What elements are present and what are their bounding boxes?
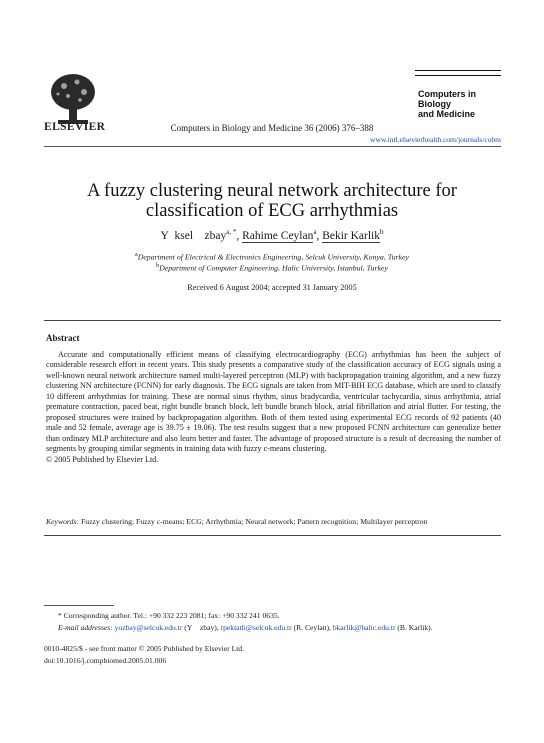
author-2-mark: a <box>313 228 317 236</box>
affiliation-a <box>0 252 544 262</box>
abstract-text: Accurate and computationally efficient means of classifying electrocardiography (ECG) arrhythmias has been the subject of considerable research effort in recent years. This study presents a comparative study of the classification accuracy of ECG signals using a well-known neural network architecture named multi-layered perceptron (MLP) with backpropagation training algorithm, and a new fuzzy clustering NN architecture (FCNN) for early diagnosis. The ECG signals are taken from MIT-BIH ECG database, which are used to classify 10 different arrhythmias for training. These are normal sinus rhythm, sinus bradycardia, ventricular tachycardia, sinus arrhythmia, atrial premature contraction, paced beat, right bundle branch block, left bundle branch block, atrial fibrillation and atrial flutter. For testing, the proposed structures were trained by backpropagation algorithm. Both of them tested using experimental ECG records of 92 patients (40 male and 52 female, average age is 39.75 ± 19.06). The test results suggest that a new proposed FCNN architecture can generalize better than ordinary MLP architecture and also learn better and faster. The advantage of proposed structure is a result of decreasing the number of segments by grouping similar segments in training data with fuzzy c-means clustering. <box>46 350 501 454</box>
email-label: E-mail addresses: <box>58 623 113 632</box>
abstract-copyright: © 2005 Published by Elsevier Ltd. <box>46 454 159 464</box>
author-1 <box>160 230 236 242</box>
publisher-wordmark: ELSEVIER <box>44 121 106 133</box>
issn-line: 0010-4825/$ - see front matter © 2005 Published by Elsevier Ltd. <box>44 644 245 653</box>
article-title: A fuzzy clustering neural network architecture for classification of ECG arrhythmias <box>87 181 457 221</box>
affiliation-b <box>0 263 544 273</box>
journal-brand <box>418 89 502 119</box>
footnote-rule <box>44 605 114 606</box>
journal-url-link[interactable]: www.intl.elsevierhealth.com/journals/cobm <box>370 135 501 144</box>
abstract-heading: Abstract <box>46 333 80 343</box>
author-2-name: Rahime Ceylan <box>242 229 314 242</box>
header-divider <box>44 146 501 147</box>
affiliation-a-text: Department of Electrical & Electronics Engineering, Selcuk University, Konya, Turkey <box>137 252 409 262</box>
doi-line[interactable]: doi:10.1016/j.compbiomed.2005.01.006 <box>44 656 167 665</box>
email-name-2: (R. Ceylan), <box>291 623 333 632</box>
received-dates: Received 6 August 2004; accepted 31 January 2005 <box>187 283 357 292</box>
corresponding-author-note: * Corresponding author. Tel.: +90 332 223 2081; fax: +90 332 241 0635. <box>58 611 280 620</box>
author-3-mark: b <box>380 228 384 236</box>
author-1-name: Y ksel zbay <box>160 229 227 242</box>
keywords-text: Fuzzy clustering; Fuzzy c-means; ECG; Arrhythmia; Neural network; Pattern recognition; Multilayer perceptron <box>80 517 428 526</box>
affiliation-b-mark: b <box>156 263 160 269</box>
author-3 <box>322 230 383 242</box>
keywords-label: Keywords: <box>46 517 80 526</box>
abstract-body <box>46 350 501 465</box>
affiliation-a-mark: a <box>135 252 138 258</box>
author-list: Y ksel zbay$^{a, *}$, Rahime Ceylan$^a$, Bekir Karlik$^b$ <box>160 228 384 242</box>
email-name-3: (B. Karlik). <box>395 623 433 632</box>
journal-citation: Computers in Biology and Medicine 36 (2006) 376–388 <box>170 123 374 133</box>
abstract-bottom-rule <box>44 535 501 536</box>
keywords <box>46 517 501 526</box>
author-1-mark: a, * <box>226 228 237 236</box>
email-addresses-note <box>58 623 433 632</box>
author-2 <box>242 230 316 242</box>
brand-rule-mid <box>415 75 501 76</box>
email-link-2[interactable]: rpektatli@selcuk.edu.tr <box>220 623 292 632</box>
abstract-top-rule <box>44 320 501 321</box>
author-3-name: Bekir Karlik <box>322 229 381 242</box>
email-link-3[interactable]: bkarlik@halic.edu.tr <box>332 623 396 632</box>
journal-brand-line2: and Medicine <box>418 109 476 119</box>
email-link-1[interactable]: yozbay@selcuk.edu.tr <box>114 623 183 632</box>
email-name-1: (Y zbay), <box>182 623 221 632</box>
journal-brand-line1: Computers in Biology <box>418 89 477 109</box>
affiliation-b-text: Department of Computer Engineering, Halic University, Istanbul, Turkey <box>159 263 388 273</box>
brand-rule-top <box>415 70 501 71</box>
